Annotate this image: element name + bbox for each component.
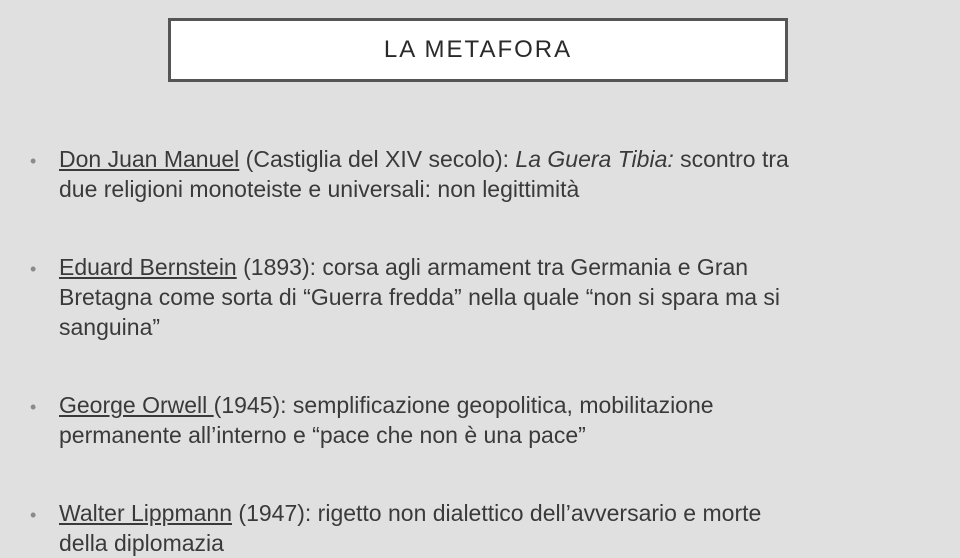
work-title: La Guera Tibia: bbox=[515, 146, 681, 172]
bullet-line: sanguina” bbox=[59, 314, 161, 340]
bullet-icon: • bbox=[30, 151, 37, 171]
bullet-item-eduard-bernstein bbox=[30, 252, 940, 342]
bullet-icon: • bbox=[30, 505, 37, 525]
bullet-text: scontro tra bbox=[680, 146, 789, 172]
title-box bbox=[168, 18, 788, 82]
author-name: Eduard Bernstein bbox=[59, 254, 237, 280]
bullet-icon: • bbox=[30, 259, 37, 279]
bullet-line: Bretagna come sorta di “Guerra fredda” nella quale “non si spara ma si bbox=[59, 284, 781, 310]
author-name: Walter Lippmann bbox=[59, 500, 233, 526]
bullet-line: due religioni monoteiste e universali: non legittimità bbox=[59, 176, 580, 202]
bullet-item-walter-lippmann bbox=[30, 498, 940, 558]
bullet-line bbox=[59, 252, 940, 282]
bullet-line bbox=[59, 498, 940, 528]
bullet-icon: • bbox=[30, 397, 37, 417]
bullet-text: (1947): rigetto non dialettico dell’avversario e morte bbox=[232, 500, 762, 526]
bullet-text: (1945): semplificazione geopolitica, mobilitazione bbox=[213, 392, 714, 418]
bullet-line bbox=[59, 390, 940, 420]
bullet-item-george-orwell bbox=[30, 390, 940, 450]
slide-title: LA METAFORA bbox=[383, 36, 573, 63]
bullet-text: (1893): corsa agli armament tra Germania e Gran bbox=[236, 254, 749, 280]
bullet-line: della diplomazia bbox=[59, 530, 224, 556]
bullet-item-don-juan-manuel bbox=[30, 144, 940, 204]
bullet-line bbox=[59, 144, 940, 174]
bullet-text: (Castiglia del XIV secolo): bbox=[239, 146, 516, 172]
author-name: George Orwell bbox=[59, 392, 214, 418]
bullet-line: permanente all’interno e “pace che non è una pace” bbox=[59, 422, 586, 448]
author-name: Don Juan Manuel bbox=[59, 146, 240, 172]
bullet-list bbox=[30, 144, 940, 558]
